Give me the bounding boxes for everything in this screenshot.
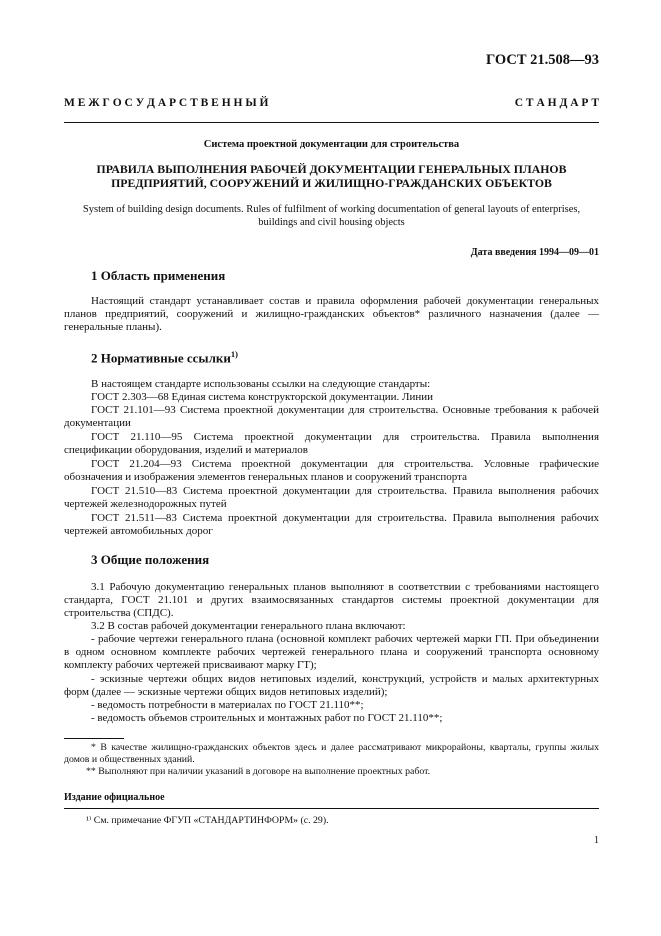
banner-left: М Е Ж Г О С У Д А Р С Т В Е Н Н Ы Й — [64, 97, 269, 109]
list-item: - рабочие чертежи генерального плана (основной комплект рабочих чертежей марки ГП. При объединении в одном основном комплекте рабочих чертежей генерального плана и сооружений транспорта основному комплекту рабочих чертежей присваивают марку ГТ); — [64, 633, 599, 672]
english-title-line-1: System of building design documents. Rules of fulfilment of working documentation of general layouts of enterprises, — [82, 204, 581, 215]
clause-3-1: 3.1 Рабочую документацию генеральных планов выполняют в соответствии с требованиями настоящего стандарта, ГОСТ 21.101 и других взаимосвязанных стандартов системы проектной документации для строительства (СПДС). — [64, 581, 599, 620]
page-number: 1 — [594, 835, 599, 846]
section-2-heading — [91, 349, 238, 366]
list-item: - ведомость потребности в материалах по ГОСТ 21.110**; — [91, 699, 364, 711]
english-title-line-2: buildings and civil housing objects — [258, 217, 405, 228]
footnote-rule — [64, 738, 124, 739]
clause-3-2: 3.2 В состав рабочей документации генерального плана включают: — [91, 620, 406, 632]
reference-item: ГОСТ 21.510—83 Система проектной документации для строительства. Правила выполнения рабочих чертежей железнодорожных путей — [64, 485, 599, 511]
official-edition-label: Издание официальное — [64, 792, 165, 803]
banner-right: С Т А Н Д А Р Т — [514, 97, 599, 109]
edition-rule — [64, 808, 599, 809]
section-1-text: Настоящий стандарт устанавливает состав и правила оформления рабочей документации генеральных планов предприятий, сооружений и жилищно-гражданских объектов* различного назначения (далее — генеральные планы). — [64, 295, 599, 334]
english-title — [64, 203, 599, 229]
footnote: ** Выполняют при наличии указаний в договоре на выполнение проектных работ. — [86, 766, 431, 777]
reference-item: ГОСТ 21.511—83 Система проектной документации для строительства. Правила выполнения рабочих чертежей автомобильных дорог — [64, 512, 599, 538]
section-2-lead: В настоящем стандарте использованы ссылки на следующие стандарты: — [91, 378, 431, 390]
list-item: - ведомость объемов строительных и монтажных работ по ГОСТ 21.110**; — [91, 712, 443, 724]
reference-item: ГОСТ 21.204—93 Система проектной документации для строительства. Условные графические обозначения и изображения элементов генеральных планов и сооружений транспорта — [64, 458, 599, 484]
list-item: - эскизные чертежи общих видов нетиповых изделий, конструкций, устройств и малых архитектурных форм (далее — эскизные чертежи общих видов нетиповых изделий); — [64, 673, 599, 699]
footnote: * В качестве жилищно-гражданских объектов здесь и далее рассматривают микрорайоны, кварталы, группы жилых домов и общественных зданий. — [64, 742, 599, 765]
title-line-2: ПРЕДПРИЯТИЙ, СООРУЖЕНИЙ И ЖИЛИЩНО-ГРАЖДАНСКИХ ОБЪЕКТОВ — [111, 176, 552, 190]
reference-item: ГОСТ 21.110—95 Система проектной документации для строительства. Правила выполнения спецификации оборудования, изделий и материалов — [64, 431, 599, 457]
document-title — [64, 162, 599, 190]
section-2-footnote-mark: 1) — [230, 349, 238, 359]
subtitle: Система проектной документации для строительства — [203, 139, 460, 150]
section-1-heading: 1 Область применения — [91, 268, 226, 283]
reference-item: ГОСТ 21.101—93 Система проектной документации для строительства. Основные требования к рабочей документации — [64, 404, 599, 430]
section-3-heading: 3 Общие положения — [91, 552, 210, 567]
title-line-1: ПРАВИЛА ВЫПОЛНЕНИЯ РАБОЧЕЙ ДОКУМЕНТАЦИИ ГЕНЕРАЛЬНЫХ ПЛАНОВ — [96, 162, 567, 176]
top-rule — [64, 122, 599, 123]
publisher-footnote: ¹⁾ См. примечание ФГУП «СТАНДАРТИНФОРМ» (с. 29). — [86, 815, 329, 826]
standard-banner — [64, 97, 599, 109]
introduction-date: Дата введения 1994—09—01 — [470, 247, 599, 258]
section-2-heading-text: 2 Нормативные ссылки — [91, 350, 231, 366]
document-code: ГОСТ 21.508—93 — [486, 52, 599, 68]
reference-item: ГОСТ 2.303—68 Единая система конструкторской документации. Линии — [91, 391, 433, 403]
